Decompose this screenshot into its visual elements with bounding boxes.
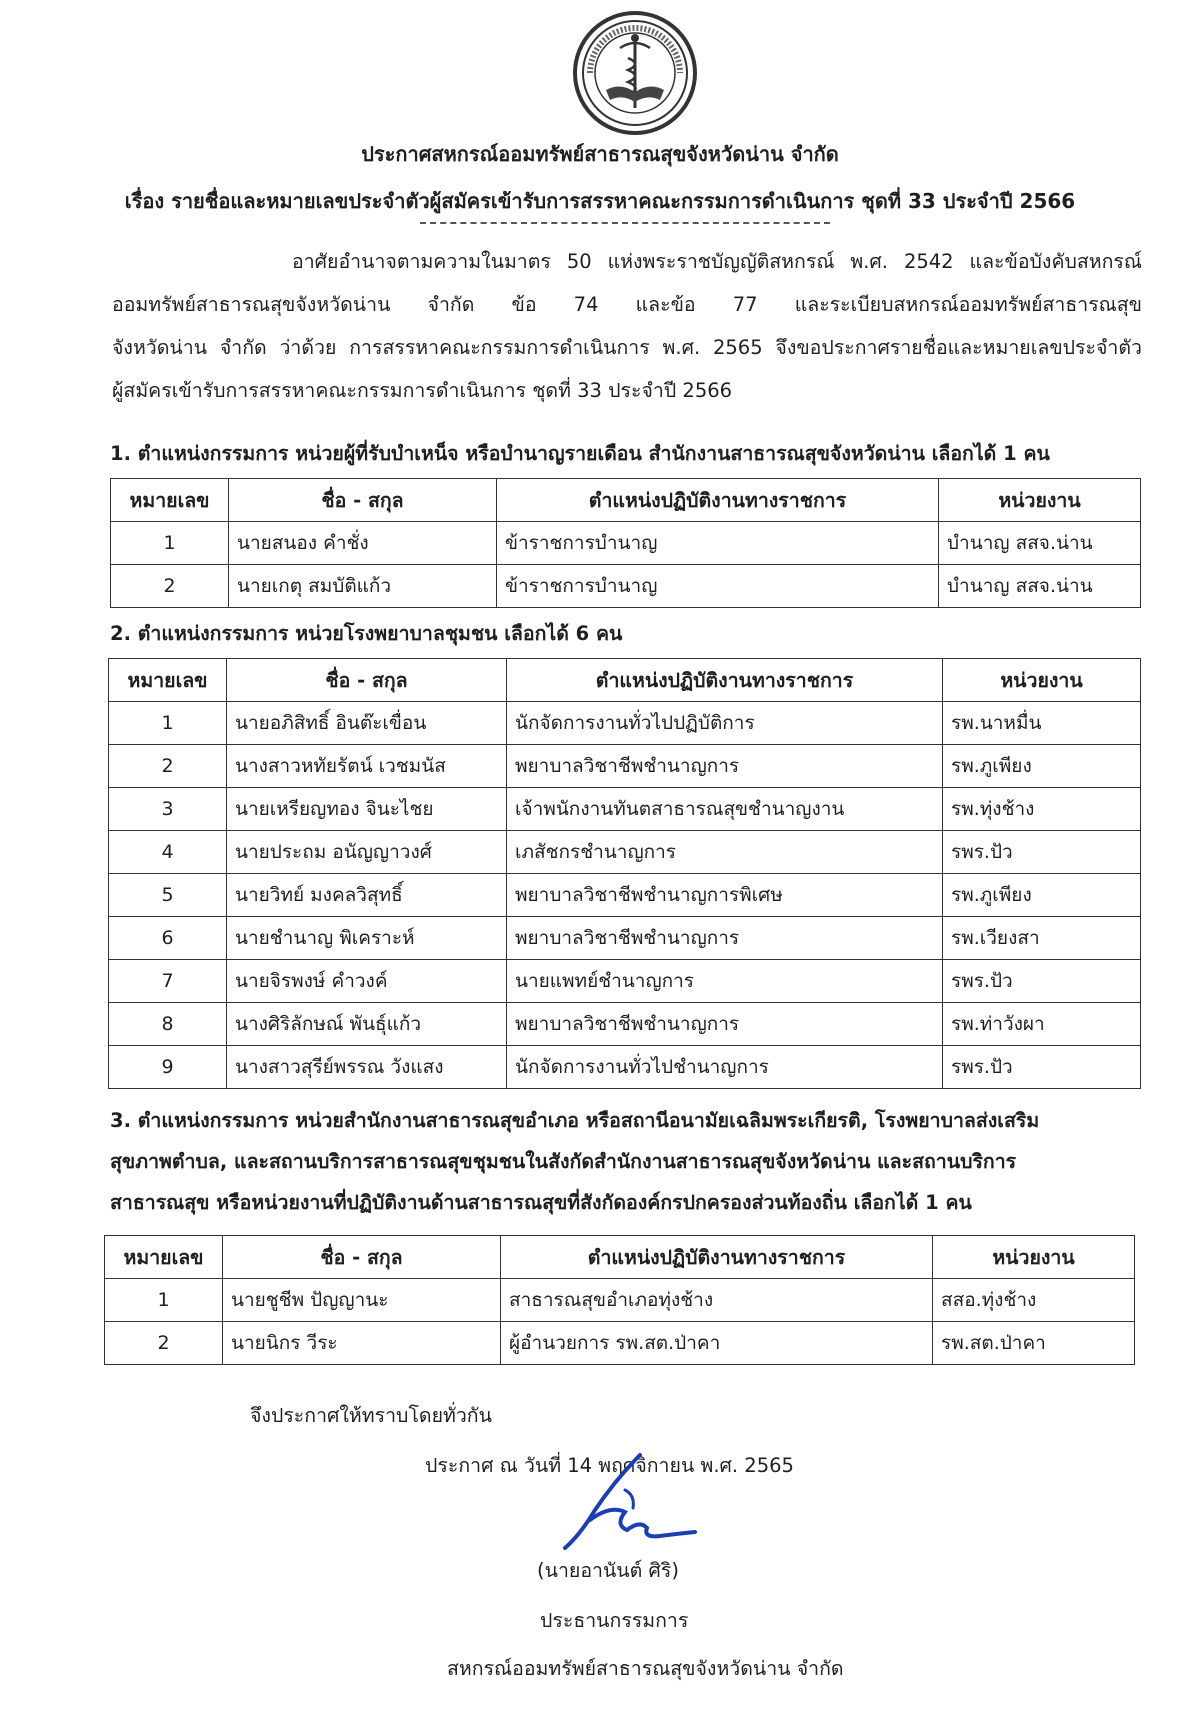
column-header-number: หมายเลข <box>111 479 229 522</box>
candidate-position: ผู้อำนวยการ รพ.สต.ป่าคา <box>501 1322 933 1365</box>
section-1-heading: 1. ตำแหน่งกรรมการ หน่วยผู้ที่รับบำเหน็จ หรือบำนาญรายเดือน สำนักงานสาธารณสุขจังหวัดน่าน เลือกได้ 1 คน <box>110 442 1050 465</box>
section-1-table <box>110 478 1141 608</box>
candidate-position: พยาบาลวิชาชีพชำนาญการ <box>507 917 943 960</box>
candidate-number: 2 <box>105 1322 223 1365</box>
candidate-unit: รพ.สต.ป่าคา <box>933 1322 1135 1365</box>
intro-line-3: จังหวัดน่าน จำกัด ว่าด้วย การสรรหาคณะกรรมการดำเนินการ พ.ศ. 2565 จึงขอประกาศรายชื่อและหมายเลขประจำตัว <box>112 336 1142 359</box>
candidate-number: 1 <box>109 702 227 745</box>
section-3-heading <box>110 1100 1150 1223</box>
table-row <box>105 1279 1135 1322</box>
candidate-unit: รพร.ปัว <box>943 831 1141 874</box>
signer-role: ประธานกรรมการ <box>540 1609 689 1632</box>
section-3-table <box>104 1235 1135 1365</box>
candidate-unit: สสอ.ทุ่งช้าง <box>933 1279 1135 1322</box>
candidate-unit: รพ.ทุ่งช้าง <box>943 788 1141 831</box>
candidate-unit: รพ.ภูเพียง <box>943 745 1141 788</box>
candidate-unit: รพร.ปัว <box>943 1046 1141 1089</box>
candidate-unit: รพ.ท่าวังผา <box>943 1003 1141 1046</box>
column-header-name: ชื่อ - สกุล <box>223 1236 501 1279</box>
table-row <box>109 1003 1141 1046</box>
candidate-position: นายแพทย์ชำนาญการ <box>507 960 943 1003</box>
candidate-name: นางสาวหทัยรัตน์ เวชมนัส <box>227 745 507 788</box>
candidate-position: เภสัชกรชำนาญการ <box>507 831 943 874</box>
candidate-number: 2 <box>109 745 227 788</box>
intro-line-2: ออมทรัพย์สาธารณสุขจังหวัดน่าน จำกัด ข้อ 74 และข้อ 77 และระเบียบสหกรณ์ออมทรัพย์สาธารณสุข <box>112 293 1142 316</box>
table-row <box>105 1322 1135 1365</box>
candidate-name: นายวิทย์ มงคลวิสุทธิ์ <box>227 874 507 917</box>
candidate-unit: บำนาญ สสจ.น่าน <box>939 565 1141 608</box>
candidate-unit: รพร.ปัว <box>943 960 1141 1003</box>
candidate-name: นายเหรียญทอง จินะไชย <box>227 788 507 831</box>
candidate-number: 9 <box>109 1046 227 1089</box>
table-row <box>111 565 1141 608</box>
section-3-heading-line-3: สาธารณสุข หรือหน่วยงานที่ปฏิบัติงานด้านสาธารณสุขที่สังกัดองค์กรปกครองส่วนท้องถิ่น เลือกได้ 1 คน <box>110 1191 972 1214</box>
candidate-name: นายอภิสิทธิ์ อินต๊ะเขื่อน <box>227 702 507 745</box>
candidate-position: นักจัดการงานทั่วไปปฏิบัติการ <box>507 702 943 745</box>
intro-paragraph <box>112 240 1142 412</box>
candidate-name: นายชำนาญ พิเคราะห์ <box>227 917 507 960</box>
section-3-heading-line-1: 3. ตำแหน่งกรรมการ หน่วยสำนักงานสาธารณสุขอำเภอ หรือสถานีอนามัยเฉลิมพระเกียรติ, โรงพยาบาลส่งเสริม <box>110 1109 1040 1132</box>
candidate-position: เจ้าพนักงานทันตสาธารณสุขชำนาญงาน <box>507 788 943 831</box>
intro-line-1: อาศัยอำนาจตามความในมาตร 50 แห่งพระราชบัญญัติสหกรณ์ พ.ศ. 2542 และข้อบังคับสหกรณ์ <box>292 250 1142 273</box>
column-header-name: ชื่อ - สกุล <box>229 479 497 522</box>
table-row <box>109 702 1141 745</box>
candidate-position: พยาบาลวิชาชีพชำนาญการพิเศษ <box>507 874 943 917</box>
column-header-unit: หน่วยงาน <box>939 479 1141 522</box>
cooperative-seal-icon <box>570 8 700 138</box>
candidate-name: นายชูชีพ ปัญญานะ <box>223 1279 501 1322</box>
section-2-heading: 2. ตำแหน่งกรรมการ หน่วยโรงพยาบาลชุมชน เลือกได้ 6 คน <box>110 622 623 645</box>
candidate-number: 2 <box>111 565 229 608</box>
candidate-number: 3 <box>109 788 227 831</box>
candidate-unit: รพ.ภูเพียง <box>943 874 1141 917</box>
candidate-number: 4 <box>109 831 227 874</box>
signature-icon <box>555 1450 705 1560</box>
table-row <box>109 745 1141 788</box>
candidate-position: ข้าราชการบำนาญ <box>497 522 939 565</box>
section-3-heading-line-2: สุขภาพตำบล, และสถานบริการสาธารณสุขชุมชนในสังกัดสำนักงานสาธารณสุขจังหวัดน่าน และสถานบริการ <box>110 1150 1017 1173</box>
candidate-name: นางศิริลักษณ์ พันธุ์แก้ว <box>227 1003 507 1046</box>
candidate-number: 1 <box>105 1279 223 1322</box>
table-row <box>109 874 1141 917</box>
signer-organization: สหกรณ์ออมทรัพย์สาธารณสุขจังหวัดน่าน จำกัด <box>447 1657 844 1680</box>
announcement-subject: เรื่อง รายชื่อและหมายเลขประจำตัวผู้สมัครเข้ารับการสรรหาคณะกรรมการดำเนินการ ชุดที่ 33 ประจำปี 2566 <box>124 189 1076 213</box>
candidate-name: นายสนอง คำชั่ง <box>229 522 497 565</box>
candidate-name: นายประถม อนัญญาวงศ์ <box>227 831 507 874</box>
column-header-unit: หน่วยงาน <box>943 659 1141 702</box>
candidate-number: 8 <box>109 1003 227 1046</box>
section-2-table <box>108 658 1141 1089</box>
column-header-position: ตำแหน่งปฏิบัติงานทางราชการ <box>501 1236 933 1279</box>
table-row <box>109 917 1141 960</box>
candidate-name: นายนิกร วีระ <box>223 1322 501 1365</box>
candidate-position: ข้าราชการบำนาญ <box>497 565 939 608</box>
candidate-name: นายจิรพงษ์ คำวงค์ <box>227 960 507 1003</box>
candidate-position: พยาบาลวิชาชีพชำนาญการ <box>507 1003 943 1046</box>
column-header-position: ตำแหน่งปฏิบัติงานทางราชการ <box>507 659 943 702</box>
candidate-unit: รพ.นาหมื่น <box>943 702 1141 745</box>
column-header-unit: หน่วยงาน <box>933 1236 1135 1279</box>
candidate-position: สาธารณสุขอำเภอทุ่งช้าง <box>501 1279 933 1322</box>
column-header-position: ตำแหน่งปฏิบัติงานทางราชการ <box>497 479 939 522</box>
title-separator <box>420 222 830 224</box>
table-row <box>109 960 1141 1003</box>
candidate-name: นายเกตุ สมบัติแก้ว <box>229 565 497 608</box>
table-header-row <box>109 659 1141 702</box>
table-row <box>109 831 1141 874</box>
table-row <box>111 522 1141 565</box>
column-header-name: ชื่อ - สกุล <box>227 659 507 702</box>
candidate-number: 7 <box>109 960 227 1003</box>
table-header-row <box>105 1236 1135 1279</box>
candidate-number: 1 <box>111 522 229 565</box>
candidate-number: 6 <box>109 917 227 960</box>
candidate-position: นักจัดการงานทั่วไปชำนาญการ <box>507 1046 943 1089</box>
candidate-position: พยาบาลวิชาชีพชำนาญการ <box>507 745 943 788</box>
column-header-number: หมายเลข <box>109 659 227 702</box>
candidate-unit: บำนาญ สสจ.น่าน <box>939 522 1141 565</box>
table-row <box>109 788 1141 831</box>
candidate-unit: รพ.เวียงสา <box>943 917 1141 960</box>
table-row <box>109 1046 1141 1089</box>
intro-line-4: ผู้สมัครเข้ารับการสรรหาคณะกรรมการดำเนินการ ชุดที่ 33 ประจำปี 2566 <box>112 379 733 402</box>
announcement-title: ประกาศสหกรณ์ออมทรัพย์สาธารณสุขจังหวัดน่าน จำกัด <box>361 142 839 166</box>
candidate-number: 5 <box>109 874 227 917</box>
table-header-row <box>111 479 1141 522</box>
candidate-name: นางสาวสุรีย์พรรณ วังแสง <box>227 1046 507 1089</box>
closing-notice: จึงประกาศให้ทราบโดยทั่วกัน <box>250 1404 492 1427</box>
signer-name: (นายอานันต์ ศิริ) <box>537 1559 679 1582</box>
announcement-date: ประกาศ ณ วันที่ 14 พฤศจิกายน พ.ศ. 2565 <box>425 1454 794 1477</box>
column-header-number: หมายเลข <box>105 1236 223 1279</box>
